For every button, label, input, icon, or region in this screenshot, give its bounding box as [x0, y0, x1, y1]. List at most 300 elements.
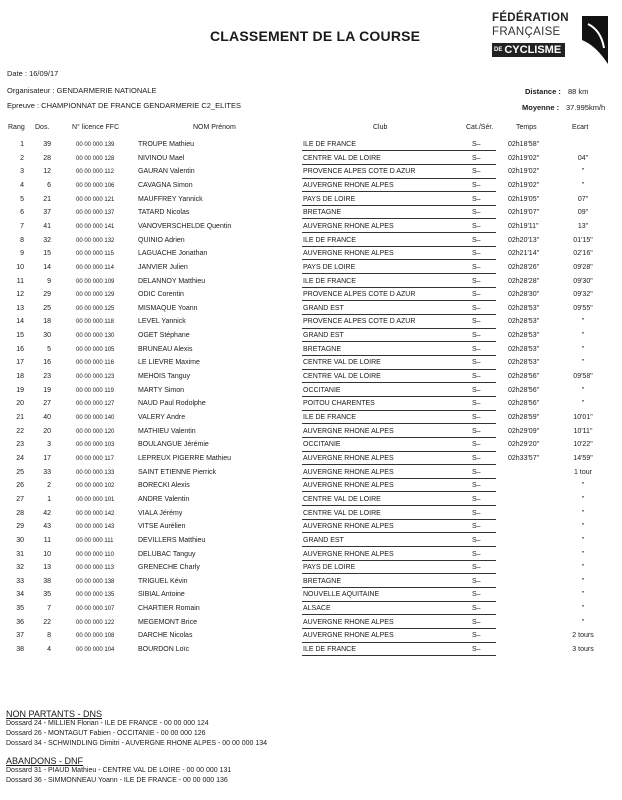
bib-cell: 9	[47, 277, 51, 285]
rank-cell: 9	[20, 250, 24, 258]
licence-cell: 00 00 000 104	[76, 647, 115, 654]
rank-cell: 15	[16, 332, 24, 340]
time-cell: 02h28'53"	[508, 304, 540, 312]
gap-cell: 10'01"	[573, 414, 593, 421]
gap-cell: "	[581, 168, 585, 176]
bib-cell: 37	[43, 209, 51, 217]
gap-cell: 09'28"	[573, 263, 593, 271]
gap-cell: "	[581, 495, 585, 503]
club-underline	[302, 642, 496, 643]
bib-cell: 40	[43, 414, 51, 421]
rank-cell: 25	[16, 468, 24, 476]
rank-cell: 20	[16, 400, 24, 408]
category-cell: S–	[472, 386, 481, 394]
club-underline	[302, 423, 496, 424]
time-cell: 02h33'57"	[508, 454, 540, 462]
club-cell: BRETAGNE	[303, 209, 341, 217]
club-cell: AUVERGNE RHONE ALPES	[303, 523, 394, 531]
category-cell: S–	[472, 495, 481, 503]
time-cell: 02h21'14"	[508, 250, 540, 258]
gap-cell: 3 tours	[572, 646, 594, 654]
gap-cell: "	[581, 332, 585, 340]
category-cell: S–	[472, 373, 481, 381]
club-underline	[302, 178, 496, 179]
licence-cell: 00 00 000 138	[76, 578, 115, 585]
time-cell: 02h28'56"	[508, 400, 540, 408]
rider-name-cell: DELUBAC Tanguy	[138, 550, 196, 558]
club-cell: POITOU CHARENTES	[303, 400, 375, 408]
category-cell: S–	[472, 263, 481, 271]
club-cell: AUVERGNE RHONE ALPES	[303, 181, 394, 189]
rider-name-cell: LEVEL Yannick	[138, 318, 186, 326]
rider-name-cell: CHARTIER Romain	[138, 605, 200, 613]
licence-cell: 00 00 000 103	[76, 442, 115, 449]
gap-cell: 09'32"	[573, 291, 593, 299]
time-cell: 02h28'53"	[508, 345, 540, 353]
gap-cell: "	[581, 509, 585, 517]
rider-name-cell: MATHIEU Valentin	[138, 427, 196, 435]
club-cell: PAYS DE LOIRE	[303, 195, 356, 203]
rider-name-cell: DEVILLERS Matthieu	[138, 536, 206, 544]
gap-cell: 14'59"	[573, 454, 593, 462]
rank-cell: 19	[16, 386, 24, 394]
rider-name-cell: TATARD Nicolas	[138, 209, 190, 217]
rank-cell: 36	[16, 618, 24, 626]
gap-cell: "	[581, 536, 585, 544]
gap-cell: "	[581, 386, 585, 394]
rider-name-cell: ANDRE Valentin	[138, 495, 190, 503]
gap-cell: 04"	[577, 154, 589, 162]
club-underline	[302, 205, 496, 206]
gap-cell: 10'11"	[573, 427, 593, 435]
category-cell: S–	[472, 646, 481, 654]
header-temps: Temps	[516, 124, 537, 131]
category-cell: S–	[472, 209, 481, 217]
rank-cell: 23	[16, 441, 24, 449]
category-cell: S–	[472, 345, 481, 353]
time-cell: 02h29'09"	[508, 427, 540, 435]
club-underline	[302, 601, 496, 602]
club-cell: AUVERGNE RHONE ALPES	[303, 468, 394, 476]
rider-name-cell: JANVIER Julien	[138, 263, 188, 271]
bib-cell: 2	[47, 482, 51, 490]
club-cell: CENTRE VAL DE LOIRE	[303, 509, 381, 517]
header-nom: NOM Prénom	[193, 124, 236, 131]
bib-cell: 25	[43, 304, 51, 312]
club-underline	[302, 396, 496, 397]
club-cell: BRETAGNE	[303, 577, 341, 585]
rank-cell: 13	[16, 304, 24, 312]
licence-cell: 00 00 000 106	[76, 182, 115, 189]
rider-name-cell: DARCHE Nicolas	[138, 632, 193, 640]
bib-cell: 14	[43, 263, 51, 271]
logo-line-2: FRANÇAISE	[492, 26, 561, 38]
gap-cell: 09'30"	[573, 277, 593, 285]
rider-name-cell: NIVINOU Mael	[138, 154, 185, 162]
club-underline	[302, 355, 496, 356]
rank-cell: 3	[20, 168, 24, 176]
bib-cell: 3	[47, 441, 51, 449]
time-cell: 02h19'05"	[508, 195, 540, 203]
rider-name-cell: MISMAQUE Yoann	[138, 304, 198, 312]
rank-cell: 6	[20, 209, 24, 217]
club-underline	[302, 369, 496, 370]
category-cell: S–	[472, 618, 481, 626]
club-underline	[302, 491, 496, 492]
rider-name-cell: GRENECHE Charly	[138, 564, 200, 572]
gap-cell: "	[581, 564, 585, 572]
dns-line: Dossard 26 - MONTAGUT Fabien - OCCITANIE - 00 00 000 126	[6, 730, 206, 737]
category-cell: S–	[472, 304, 481, 312]
category-cell: S–	[472, 536, 481, 544]
rider-name-cell: GAURAN Valentin	[138, 168, 195, 176]
rank-cell: 26	[16, 482, 24, 490]
bib-cell: 8	[47, 632, 51, 640]
licence-cell: 00 00 000 116	[76, 360, 114, 367]
time-cell: 02h28'26"	[508, 263, 540, 271]
licence-cell: 00 00 000 101	[76, 496, 115, 503]
category-cell: S–	[472, 400, 481, 408]
bib-cell: 11	[43, 536, 51, 544]
club-cell: GRAND EST	[303, 304, 344, 312]
rider-name-cell: TROUPE Mathieu	[138, 141, 195, 148]
club-underline	[302, 314, 496, 315]
category-cell: S–	[472, 414, 481, 421]
licence-cell: 00 00 000 110	[76, 551, 114, 558]
dns-line: Dossard 24 - MILLIEN Florian - ILE DE FRANCE - 00 00 000 124	[6, 720, 209, 727]
club-underline	[302, 655, 496, 656]
rank-cell: 22	[16, 427, 24, 435]
club-underline	[302, 505, 496, 506]
club-underline	[302, 560, 496, 561]
bib-cell: 35	[43, 591, 51, 599]
gap-cell: "	[581, 618, 585, 626]
category-cell: S–	[472, 181, 481, 189]
club-underline	[302, 287, 496, 288]
bib-cell: 23	[43, 373, 51, 381]
rider-name-cell: QUINIO Adrien	[138, 236, 185, 244]
rank-cell: 31	[16, 550, 24, 558]
licence-cell: 00 00 000 105	[76, 346, 115, 353]
club-underline	[302, 164, 496, 165]
rider-name-cell: LE LIEVRE Maxime	[138, 359, 200, 367]
club-cell: AUVERGNE RHONE ALPES	[303, 222, 394, 230]
rank-cell: 18	[16, 373, 24, 381]
time-cell: 02h28'28"	[508, 277, 540, 285]
club-cell: NOUVELLE AQUITAINE	[303, 591, 380, 599]
club-underline	[302, 341, 496, 342]
category-cell: S–	[472, 236, 481, 244]
category-cell: S–	[472, 577, 481, 585]
time-cell: 02h29'20"	[508, 441, 540, 449]
bib-cell: 4	[47, 646, 51, 654]
category-cell: S–	[472, 277, 481, 285]
category-cell: S–	[472, 454, 481, 462]
category-cell: S–	[472, 468, 481, 476]
rider-name-cell: BRUNEAU Alexis	[138, 345, 193, 353]
gap-cell: 10'22"	[573, 441, 593, 449]
bib-cell: 15	[43, 250, 51, 258]
bib-cell: 28	[43, 154, 51, 162]
club-underline	[302, 300, 496, 301]
gap-cell: 13"	[577, 222, 589, 230]
time-cell: 02h18'58"	[508, 141, 540, 148]
licence-cell: 00 00 000 142	[76, 510, 115, 517]
rank-cell: 28	[16, 509, 24, 517]
licence-cell: 00 00 000 137	[76, 210, 115, 217]
club-underline	[302, 451, 496, 452]
logo-line-3-prefix: DE	[494, 47, 503, 53]
licence-cell: 00 00 000 123	[76, 374, 115, 381]
licence-cell: 00 00 000 102	[76, 483, 115, 490]
bib-cell: 5	[47, 345, 51, 353]
club-underline	[302, 614, 496, 615]
club-underline	[302, 587, 496, 588]
distance-label: Distance :	[525, 87, 561, 96]
licence-cell: 00 00 000 143	[76, 524, 115, 531]
category-cell: S–	[472, 154, 481, 162]
rider-name-cell: SAINT ETIENNE Pierrick	[138, 468, 217, 476]
rider-name-cell: BORECKI Alexis	[138, 482, 190, 490]
logo-line-3-text: CYCLISME	[504, 44, 562, 56]
rank-cell: 35	[16, 605, 24, 613]
header-ecart: Ecart	[572, 124, 589, 131]
club-underline	[302, 191, 496, 192]
club-cell: AUVERGNE RHONE ALPES	[303, 454, 394, 462]
rider-name-cell: LAGUACHE Jonathan	[138, 250, 208, 258]
header-club: Club	[373, 124, 388, 131]
category-cell: S–	[472, 523, 481, 531]
bib-cell: 43	[43, 523, 51, 531]
licence-cell: 00 00 000 133	[76, 469, 115, 476]
club-cell: GRAND EST	[303, 332, 344, 340]
rider-name-cell: VITSE Aurélien	[138, 523, 186, 531]
rider-name-cell: VANOVERSCHELDE Quentin	[138, 222, 232, 230]
rank-cell: 10	[16, 263, 24, 271]
club-cell: PROVENCE ALPES COTE D AZUR	[303, 318, 416, 326]
rank-cell: 5	[20, 195, 24, 203]
rank-cell: 37	[16, 632, 24, 640]
gap-cell: "	[581, 550, 585, 558]
bib-cell: 21	[43, 195, 51, 203]
dns-line: Dossard 34 - SCHWINDLING Dimitri - AUVERGNE RHONE ALPES - 00 00 000 134	[6, 740, 268, 747]
licence-cell: 00 00 000 111	[76, 537, 114, 544]
club-cell: BRETAGNE	[303, 345, 341, 353]
gap-cell: "	[581, 591, 585, 599]
time-cell: 02h19'02"	[508, 181, 540, 189]
category-cell: S–	[472, 441, 481, 449]
club-underline	[302, 573, 496, 574]
time-cell: 02h20'13"	[508, 236, 540, 244]
logo-line-3	[492, 43, 565, 57]
bib-cell: 32	[43, 236, 51, 244]
bib-cell: 27	[43, 400, 51, 408]
rider-name-cell: VALERY Andre	[138, 414, 186, 421]
licence-cell: 00 00 000 135	[76, 592, 115, 599]
category-cell: S–	[472, 359, 481, 367]
time-cell: 02h19'11"	[508, 222, 539, 230]
distance-value: 88 km	[568, 87, 589, 96]
epreuve-text: Epreuve : CHAMPIONNAT DE FRANCE GENDARMERIE C2_ELITES	[7, 101, 241, 110]
club-cell: CENTRE VAL DE LOIRE	[303, 359, 381, 367]
club-cell: AUVERGNE RHONE ALPES	[303, 482, 394, 490]
logo-line-1: FÉDÉRATION	[492, 12, 569, 24]
licence-cell: 00 00 000 117	[76, 455, 114, 462]
gap-cell: 2 tours	[572, 632, 594, 640]
rank-cell: 27	[16, 495, 24, 503]
licence-cell: 00 00 000 127	[76, 401, 115, 408]
category-cell: S–	[472, 141, 481, 148]
rider-name-cell: MAUFFREY Yannick	[138, 195, 203, 203]
licence-cell: 00 00 000 112	[76, 169, 114, 176]
club-cell: GRAND EST	[303, 536, 344, 544]
rider-name-cell: NAUD Paul Rodolphe	[138, 400, 206, 408]
rider-name-cell: BOURDON Loïc	[138, 646, 189, 654]
club-underline	[302, 437, 496, 438]
club-cell: ILE DE FRANCE	[303, 414, 356, 421]
gap-cell: 01'15"	[573, 236, 593, 244]
gap-cell: "	[581, 181, 585, 189]
bib-cell: 42	[43, 509, 51, 517]
rank-cell: 17	[16, 359, 24, 367]
club-cell: PROVENCE ALPES COTE D AZUR	[303, 291, 416, 299]
gap-cell: "	[581, 577, 585, 585]
time-cell: 02h28'56"	[508, 373, 540, 381]
category-cell: S–	[472, 591, 481, 599]
page-title: CLASSEMENT DE LA COURSE	[210, 28, 421, 44]
licence-cell: 00 00 000 113	[76, 565, 114, 572]
licence-cell: 00 00 000 130	[76, 333, 115, 340]
licence-cell: 00 00 000 114	[76, 264, 114, 271]
rank-cell: 38	[16, 646, 24, 654]
rank-cell: 34	[16, 591, 24, 599]
club-cell: CENTRE VAL DE LOIRE	[303, 373, 381, 381]
club-cell: ILE DE FRANCE	[303, 277, 356, 285]
rank-cell: 8	[20, 236, 24, 244]
header-rang: Rang	[8, 124, 25, 131]
rider-name-cell: SIBIAL Antoine	[138, 591, 185, 599]
gap-cell: "	[581, 482, 585, 490]
date-text: Date : 16/09/17	[7, 69, 59, 78]
gap-cell: 09'58"	[573, 373, 593, 381]
bib-cell: 6	[47, 181, 51, 189]
rider-name-cell: TRIGUEL Kévin	[138, 577, 188, 585]
club-underline	[302, 232, 496, 233]
bib-cell: 10	[43, 550, 51, 558]
category-cell: S–	[472, 550, 481, 558]
gap-cell: "	[581, 523, 585, 531]
club-cell: CENTRE VAL DE LOIRE	[303, 154, 381, 162]
bib-cell: 22	[43, 618, 51, 626]
gap-cell: 1 tour	[574, 468, 592, 476]
licence-cell: 00 00 000 120	[76, 428, 115, 435]
rank-cell: 32	[16, 564, 24, 572]
club-underline	[302, 519, 496, 520]
gap-cell: "	[581, 318, 585, 326]
club-cell: AUVERGNE RHONE ALPES	[303, 250, 394, 258]
licence-cell: 00 00 000 109	[76, 278, 115, 285]
bib-cell: 17	[43, 454, 51, 462]
bib-cell: 16	[43, 359, 51, 367]
category-cell: S–	[472, 195, 481, 203]
dnf-line: Dossard 31 - PIAUD Mathieu - CENTRE VAL DE LOIRE - 00 00 000 131	[6, 767, 232, 774]
rank-cell: 21	[16, 414, 24, 421]
category-cell: S–	[472, 605, 481, 613]
dnf-line: Dossard 36 - SIMMONNEAU Yoann - ILE DE FRANCE - 00 00 000 136	[6, 777, 228, 784]
bib-cell: 12	[43, 168, 51, 176]
category-cell: S–	[472, 250, 481, 258]
category-cell: S–	[472, 482, 481, 490]
club-underline	[302, 382, 496, 383]
club-cell: OCCITANIE	[303, 386, 341, 394]
header-dos: Dos.	[35, 124, 50, 131]
time-cell: 02h19'07"	[508, 209, 540, 217]
organisateur-text: Organisateur : GENDARMERIE NATIONALE	[7, 86, 157, 95]
bib-cell: 30	[43, 332, 51, 340]
bib-cell: 29	[43, 291, 51, 299]
gap-cell: 09"	[577, 209, 589, 217]
rider-name-cell: LEPREUX PIGERRE Mathieu	[138, 454, 231, 462]
time-cell: 02h28'53"	[508, 318, 540, 326]
rank-cell: 29	[16, 523, 24, 531]
licence-cell: 00 00 000 121	[76, 196, 115, 203]
category-cell: S–	[472, 509, 481, 517]
ffc-logo	[486, 10, 616, 70]
rider-name-cell: VIALA Jérémy	[138, 509, 183, 517]
licence-cell: 00 00 000 132	[76, 237, 115, 244]
rider-name-cell: MEHOIS Tanguy	[138, 373, 191, 381]
rider-name-cell: MEGEMONT Brice	[138, 618, 197, 626]
bib-cell: 33	[43, 468, 51, 476]
time-cell: 02h28'53"	[508, 332, 540, 340]
category-cell: S–	[472, 564, 481, 572]
time-cell: 02h28'59"	[508, 414, 540, 421]
club-underline	[302, 328, 496, 329]
category-cell: S–	[472, 222, 481, 230]
licence-cell: 00 00 000 122	[76, 619, 115, 626]
licence-cell: 00 00 000 139	[76, 142, 115, 148]
club-cell: ALSACE	[303, 605, 331, 613]
club-cell: ILE DE FRANCE	[303, 236, 356, 244]
moyenne-value: 37.995km/h	[566, 103, 606, 112]
club-underline	[302, 273, 496, 274]
bib-cell: 19	[43, 386, 51, 394]
category-cell: S–	[472, 332, 481, 340]
club-underline	[302, 478, 496, 479]
rider-name-cell: BOULANGUE Jérémie	[138, 441, 209, 449]
rank-cell: 33	[16, 577, 24, 585]
club-underline	[302, 259, 496, 260]
rider-name-cell: CAVAGNA Simon	[138, 181, 193, 189]
club-underline	[302, 410, 496, 411]
club-underline	[302, 246, 496, 247]
club-cell: PAYS DE LOIRE	[303, 564, 356, 572]
dnf-title: ABANDONS - DNF	[6, 756, 84, 766]
rider-name-cell: MARTY Simon	[138, 386, 185, 394]
time-cell: 02h28'56"	[508, 386, 540, 394]
gap-cell: 09'55"	[573, 304, 593, 312]
bib-cell: 1	[47, 495, 51, 503]
gap-cell: "	[581, 359, 585, 367]
logo-swoosh-icon	[578, 14, 612, 66]
bib-cell: 41	[43, 222, 51, 230]
bib-cell: 18	[43, 318, 51, 326]
rider-name-cell: DELANNOY Matthieu	[138, 277, 206, 285]
time-cell: 02h19'02"	[508, 154, 540, 162]
rank-cell: 30	[16, 536, 24, 544]
licence-cell: 00 00 000 107	[76, 606, 115, 613]
club-cell: CENTRE VAL DE LOIRE	[303, 495, 381, 503]
